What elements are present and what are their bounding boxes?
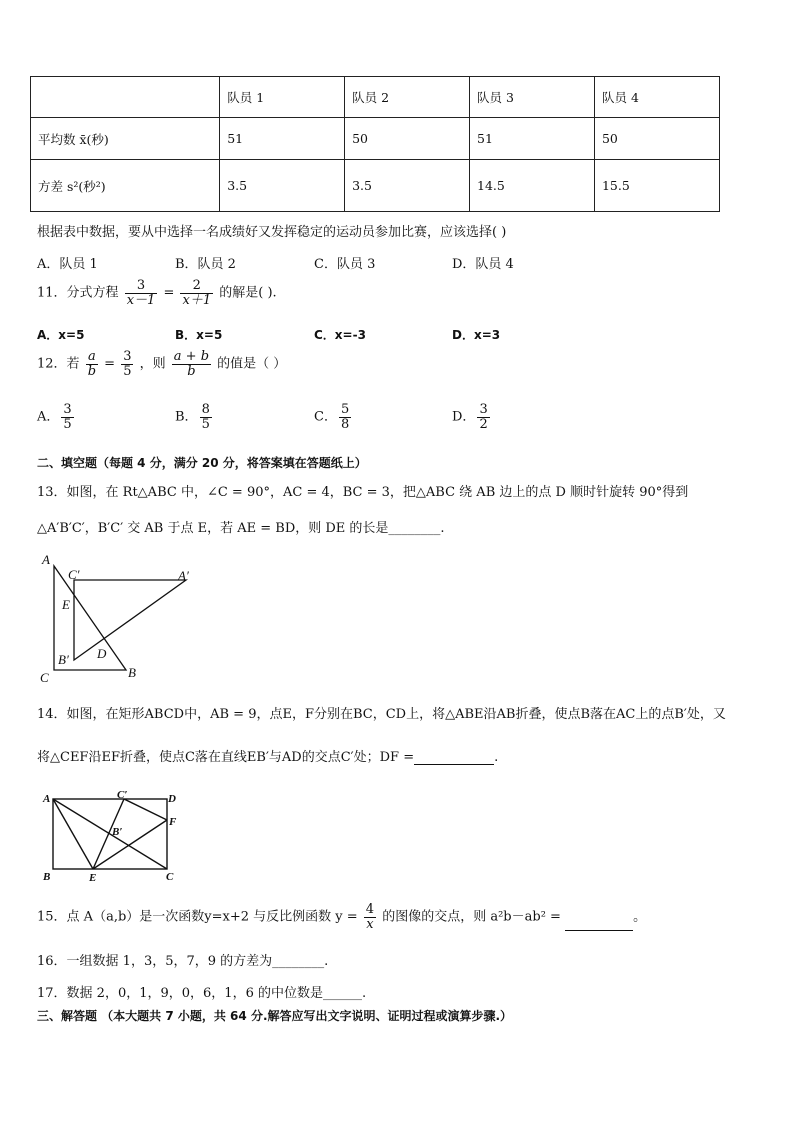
label-b1: B′ xyxy=(112,826,123,838)
fraction-numerator: 3 xyxy=(479,402,488,417)
fraction-numerator: 3 xyxy=(123,349,132,364)
fraction-denominator: 5 xyxy=(123,363,132,379)
q12-prefix: 12．若 xyxy=(37,356,80,372)
q14-line-2 xyxy=(37,746,498,765)
q12-mid: ，则 xyxy=(139,356,166,372)
fraction-numerator: 5 xyxy=(340,402,350,417)
q12-suffix: 的值是（ ） xyxy=(217,356,287,372)
fraction-numerator: 8 xyxy=(201,402,210,417)
q11-stem xyxy=(37,279,277,307)
table-cell: 51 xyxy=(220,118,345,160)
table-row xyxy=(31,160,720,212)
fraction-denominator: b xyxy=(187,363,196,379)
q15-suffix: 的图像的交点，则 a²b－ab² = xyxy=(382,909,561,925)
row-label: 方差 s²(秒²) xyxy=(31,160,220,212)
table-header-cell: 队员 3 xyxy=(470,77,595,118)
q12-stem xyxy=(37,350,286,378)
q11-option-d: D．x=3 xyxy=(452,328,501,342)
table-cell: 51 xyxy=(470,118,595,160)
section-2-heading: 二、填空题（每题 4 分，满分 20 分，将答案填在答题纸上） xyxy=(37,456,367,470)
q11-fraction-2 xyxy=(180,279,213,307)
label-c: C xyxy=(40,670,49,685)
equals-sign: = xyxy=(163,285,175,301)
q15-stem xyxy=(37,903,646,931)
table-row xyxy=(31,118,720,160)
q11-option-c: C．x=-3 xyxy=(314,328,366,342)
label-b1: B′ xyxy=(58,652,69,667)
q12-option-c xyxy=(314,403,353,431)
q12-fraction-1 xyxy=(86,350,98,378)
q14-line-2-text: 将△CEF沿EF折叠，使点C落在直线EB′与AD的交点C′处；DF = xyxy=(37,750,415,765)
label-d: D xyxy=(168,793,176,805)
table-cell: 15.5 xyxy=(594,160,719,212)
stats-table xyxy=(30,76,720,212)
q10-option-c: C．队员 3 xyxy=(314,257,376,272)
equals-sign: = xyxy=(104,356,116,372)
fraction-denominator: 5 xyxy=(63,416,72,432)
q11-suffix: 的解是( ). xyxy=(219,285,277,301)
fraction-denominator: b xyxy=(87,363,97,379)
option-fraction xyxy=(200,403,212,431)
option-fraction xyxy=(61,403,73,431)
label-a: A xyxy=(43,793,51,805)
fraction-denominator: 5 xyxy=(201,416,210,432)
q10-option-a: A．队员 1 xyxy=(37,257,98,272)
q10-option-b: B．队员 2 xyxy=(175,257,236,272)
label-f: F xyxy=(169,816,177,828)
q12-option-a xyxy=(37,403,76,431)
table-cell: 50 xyxy=(594,118,719,160)
q13-line-2: △A′B′C′，B′C′ 交 AB 于点 E，若 AE = BD，则 DE 的长是________. xyxy=(37,521,445,536)
fraction-denominator: x xyxy=(366,916,374,932)
fraction-numerator: a xyxy=(86,350,98,365)
q10-stem: 根据表中数据，要从中选择一名成绩好又发挥稳定的运动员参加比赛，应该选择( ) xyxy=(37,225,507,240)
option-fraction xyxy=(339,403,351,431)
q12-option-b xyxy=(175,403,214,431)
table-cell: 14.5 xyxy=(470,160,595,212)
table-header-cell: 队员 2 xyxy=(345,77,470,118)
option-letter: C． xyxy=(314,409,337,425)
q14-figure xyxy=(40,788,186,886)
q15-prefix: 15．点 A（a,b）是一次函数y=x+2 与反比例函数 y = xyxy=(37,909,358,925)
label-c: C xyxy=(166,871,174,883)
answer-blank xyxy=(414,764,494,765)
table-header-cell: 队员 1 xyxy=(220,77,345,118)
table-cell: 50 xyxy=(345,118,470,160)
row-label: 平均数 x̄(秒) xyxy=(31,118,220,160)
q13-line-1: 13．如图，在 Rt△ABC 中，∠C = 90°，AC = 4，BC = 3，把△ABC 绕 AB 边上的点 D 顺时针旋转 90°得到 xyxy=(37,485,689,500)
label-e: E xyxy=(62,597,70,612)
table-header-cell xyxy=(31,77,220,118)
option-letter: B． xyxy=(175,409,198,425)
label-b: B xyxy=(128,665,136,680)
q12-fraction-2 xyxy=(121,350,133,378)
fraction-numerator: a + b xyxy=(173,349,210,364)
q11-prefix: 11．分式方程 xyxy=(37,285,119,301)
fraction-numerator: 3 xyxy=(125,279,158,294)
label-e: E xyxy=(89,872,97,884)
q12-option-d xyxy=(452,403,492,431)
q14-line-1: 14．如图，在矩形ABCD中，AB = 9，点E，F分别在BC，CD上，将△ABE沿AB折叠，使点B落在AC上的点B′处，又 xyxy=(37,707,726,722)
fraction-numerator: 4 xyxy=(365,902,375,917)
label-c1: C′ xyxy=(68,567,80,582)
fraction-denominator: 8 xyxy=(340,416,350,432)
table-header-cell: 队员 4 xyxy=(594,77,719,118)
option-fraction xyxy=(477,403,489,431)
fraction-denominator: x－1 xyxy=(126,292,156,308)
label-b: B xyxy=(43,871,51,883)
fraction-numerator: 2 xyxy=(180,279,213,294)
section-3-heading: 三、解答题 （本大题共 7 小题，共 64 分.解答应写出文字说明、证明过程或演算步骤.） xyxy=(37,1009,513,1023)
q13-figure xyxy=(34,552,200,688)
answer-blank xyxy=(565,930,633,931)
q11-option-a: A．x=5 xyxy=(37,328,85,342)
label-a: A xyxy=(42,552,50,567)
q15-end: 。 xyxy=(633,909,647,925)
label-c1: C′ xyxy=(117,789,128,801)
q11-option-b: B．x=5 xyxy=(175,328,223,342)
q16-stem: 16．一组数据 1，3，5，7，9 的方差为________. xyxy=(37,954,329,969)
table-cell: 3.5 xyxy=(345,160,470,212)
option-letter: D． xyxy=(452,409,476,425)
segment-c1f xyxy=(124,799,167,820)
q15-fraction xyxy=(364,903,376,931)
table-header-row xyxy=(31,77,720,118)
label-d: D xyxy=(97,646,107,661)
fraction-numerator: 3 xyxy=(63,402,72,417)
q10-option-d: D．队员 4 xyxy=(452,257,514,272)
q14-line-2-end: . xyxy=(494,750,499,765)
table-cell: 3.5 xyxy=(220,160,345,212)
q17-stem: 17．数据 2，0，1，9，0，6，1，6 的中位数是______. xyxy=(37,986,367,1001)
fraction-denominator: 2 xyxy=(479,416,488,432)
q11-fraction-1 xyxy=(125,279,158,307)
option-letter: A． xyxy=(37,409,60,425)
fraction-denominator: x＋1 xyxy=(182,292,212,308)
q12-fraction-3 xyxy=(172,350,211,378)
segment-ae xyxy=(53,799,93,869)
label-a1: A′ xyxy=(178,568,189,583)
